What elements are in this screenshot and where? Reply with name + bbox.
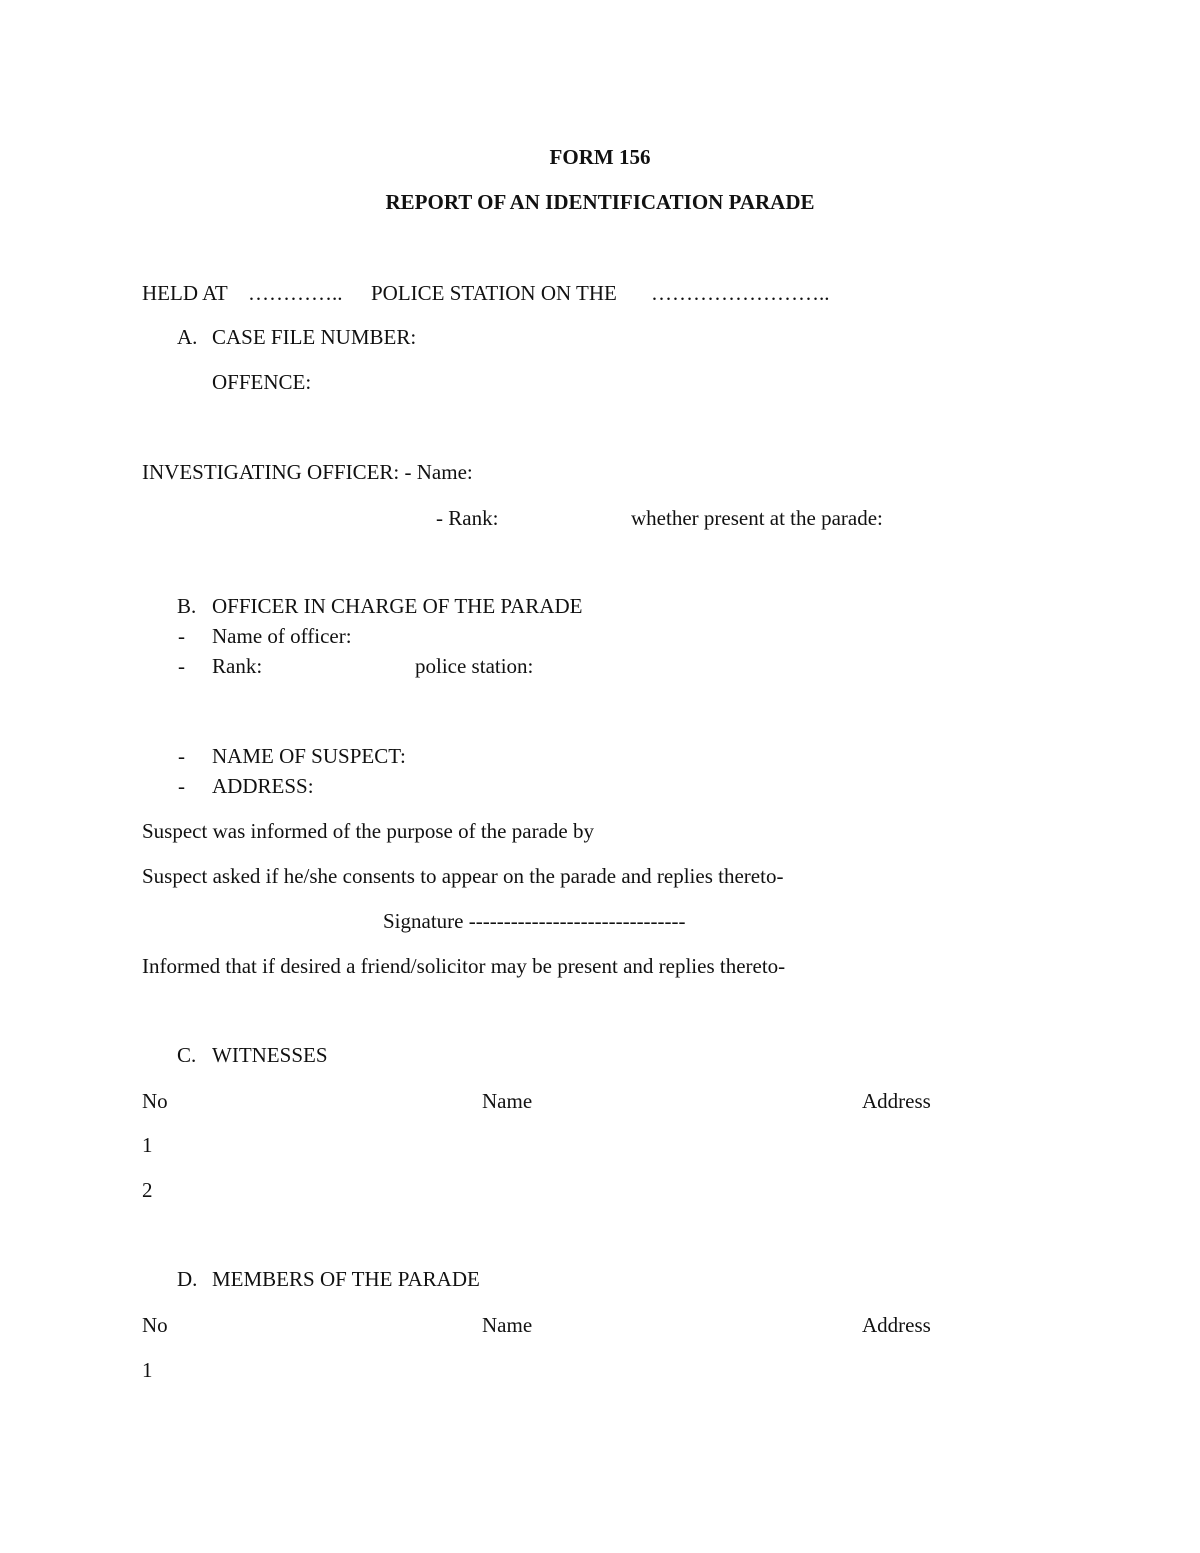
bullet-dash: - bbox=[178, 624, 185, 648]
held-at-blank: ………….. bbox=[248, 281, 343, 305]
table-row-number: 1 bbox=[142, 1133, 153, 1157]
investigating-officer-name-label: INVESTIGATING OFFICER: - Name: bbox=[142, 460, 473, 484]
section-d-marker: D. bbox=[177, 1267, 198, 1291]
bullet-dash: - bbox=[178, 744, 185, 768]
form-number: FORM 156 bbox=[549, 145, 651, 169]
column-header-address: Address bbox=[862, 1313, 931, 1337]
suspect-address-label: ADDRESS: bbox=[212, 774, 314, 798]
present-at-parade-label: whether present at the parade: bbox=[631, 506, 883, 530]
form-title: REPORT OF AN IDENTIFICATION PARADE bbox=[385, 190, 815, 214]
section-b-heading: OFFICER IN CHARGE OF THE PARADE bbox=[212, 594, 583, 618]
section-a-marker: A. bbox=[177, 325, 198, 349]
column-header-name: Name bbox=[482, 1089, 533, 1113]
investigating-officer-rank-label: - Rank: bbox=[436, 506, 499, 530]
police-station-label: POLICE STATION ON THE bbox=[371, 281, 617, 305]
section-c-heading: WITNESSES bbox=[212, 1043, 328, 1067]
table-row-number: 1 bbox=[142, 1358, 153, 1382]
bullet-dash: - bbox=[178, 774, 185, 798]
case-file-number-label: CASE FILE NUMBER: bbox=[212, 325, 417, 349]
consent-line: Suspect asked if he/she consents to appear on the parade and replies thereto- bbox=[142, 864, 784, 888]
officer-police-station-label: police station: bbox=[415, 654, 534, 678]
bullet-dash: - bbox=[178, 654, 185, 678]
officer-name-label: Name of officer: bbox=[212, 624, 352, 648]
signature-line: Signature ------------------------------- bbox=[383, 909, 686, 933]
column-header-name: Name bbox=[482, 1313, 533, 1337]
officer-rank-label: Rank: bbox=[212, 654, 263, 678]
section-d-heading: MEMBERS OF THE PARADE bbox=[212, 1267, 480, 1291]
date-blank: …………………….. bbox=[651, 281, 830, 305]
offence-label: OFFENCE: bbox=[212, 370, 312, 394]
column-header-no: No bbox=[142, 1313, 168, 1337]
friend-solicitor-line: Informed that if desired a friend/solicitor may be present and replies thereto- bbox=[142, 954, 786, 978]
section-c-marker: C. bbox=[177, 1043, 197, 1067]
held-at-label: HELD AT bbox=[142, 281, 228, 305]
column-header-no: No bbox=[142, 1089, 168, 1113]
informed-purpose-line: Suspect was informed of the purpose of the parade by bbox=[142, 819, 594, 843]
table-row-number: 2 bbox=[142, 1178, 153, 1202]
section-b-marker: B. bbox=[177, 594, 197, 618]
suspect-name-label: NAME OF SUSPECT: bbox=[212, 744, 406, 768]
column-header-address: Address bbox=[862, 1089, 931, 1113]
